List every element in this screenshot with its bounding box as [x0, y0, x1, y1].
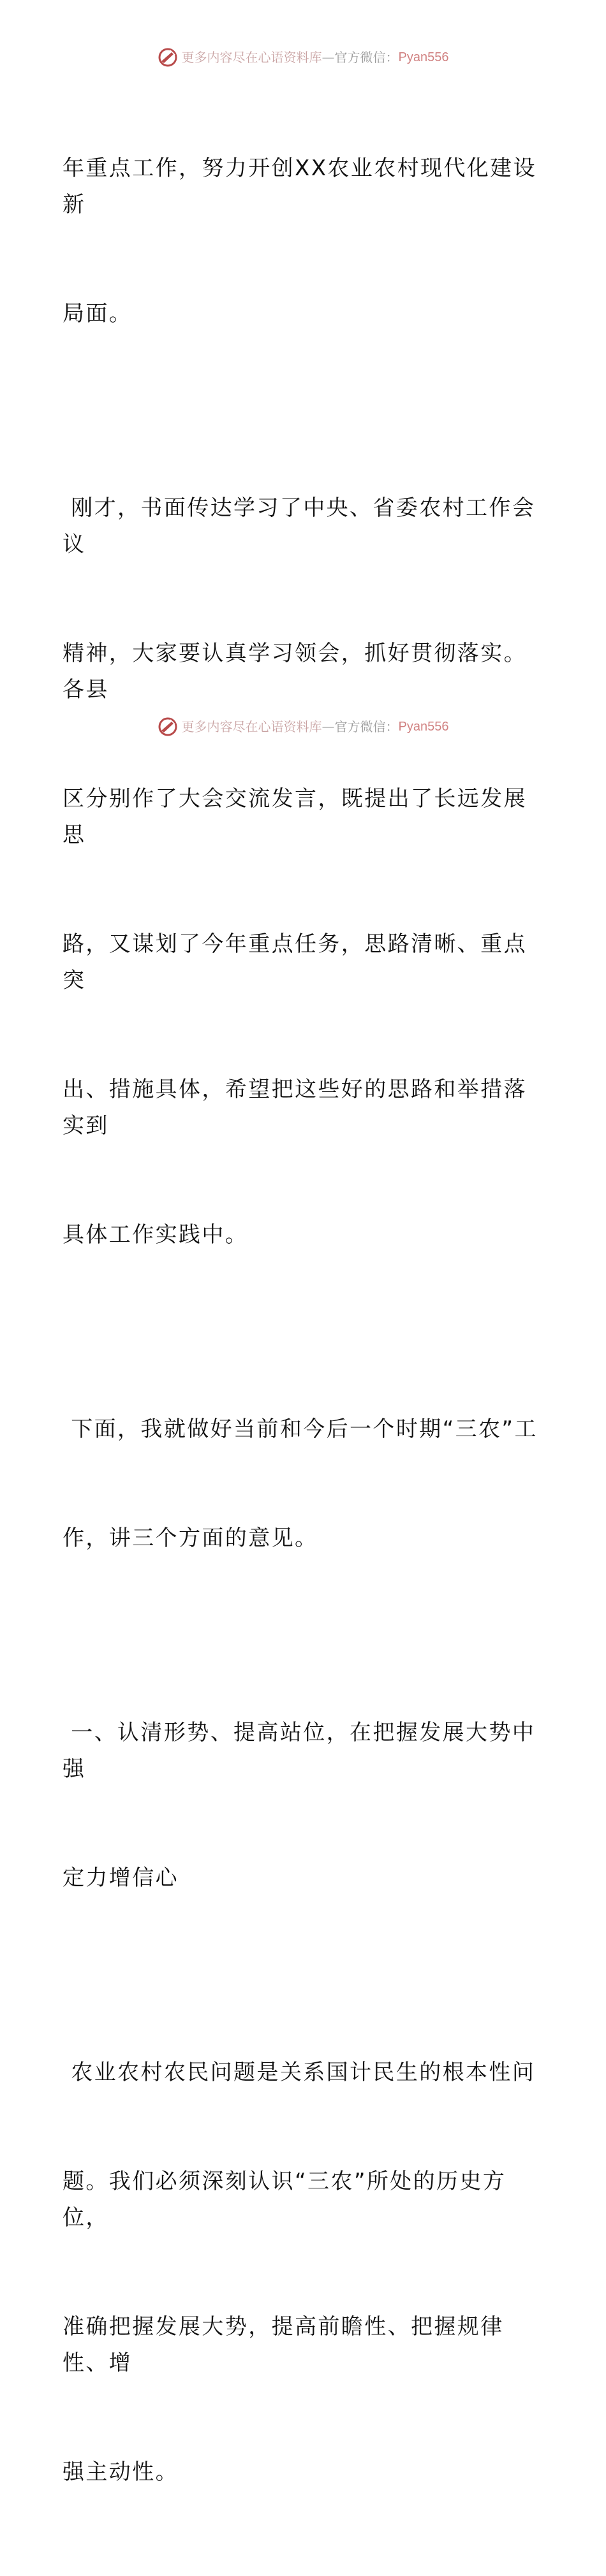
- text-line: 刚才，书面传达学习了中央、省委农村工作会议: [63, 495, 536, 557]
- text-line: 一、认清形势、提高站位，在把握发展大势中强: [63, 1720, 536, 1782]
- text-line: 精神，大家要认真学习领会，抓好贯彻落实。各县: [63, 641, 527, 702]
- text-line: 路，又谋划了今年重点任务，思路清晰、重点突: [63, 931, 527, 993]
- text-line: 出、措施具体，希望把这些好的思路和举措落实到: [63, 1077, 527, 1139]
- watermark-main-text: 更多内容尽在心语资料库: [181, 719, 322, 734]
- section-heading: [63, 1642, 542, 1969]
- text-line: 准确把握发展大势，提高前瞻性、把握规律性、增: [63, 2314, 504, 2376]
- watermark-id: Pyan556: [398, 50, 449, 64]
- text-line: 局面。: [63, 301, 133, 326]
- logo-icon: [158, 47, 178, 68]
- footer-watermark: [0, 717, 606, 737]
- paragraph: [63, 1982, 542, 2563]
- text-line: 农业农村农民问题是关系国计民生的根本性问: [63, 2060, 536, 2085]
- watermark-dash: —: [321, 50, 335, 65]
- text-line: 作，讲三个方面的意见。: [63, 1525, 318, 1551]
- header-watermark: [0, 47, 606, 68]
- text-line: 具体工作实践中。: [63, 1222, 249, 1248]
- text-line: 年重点工作，努力开创XX农业农村现代化建设新: [63, 156, 536, 217]
- watermark-id: Pyan556: [398, 720, 449, 734]
- text-line: 强主动性。: [63, 2459, 179, 2485]
- document-body: [63, 78, 542, 2576]
- text-line: 下面，我就做好当前和今后一个时期“三农”工: [63, 1416, 538, 1442]
- paragraph: [63, 1339, 542, 1629]
- paragraph: [63, 78, 542, 405]
- logo-icon: [158, 717, 178, 737]
- watermark-main-text: 更多内容尽在心语资料库: [181, 50, 322, 65]
- paragraph: [63, 418, 542, 1326]
- watermark-sub-text: 官方微信：: [334, 50, 399, 65]
- watermark-dash: —: [321, 719, 335, 734]
- text-line: 区分别作了大会交流发言，既提出了长远发展思: [63, 786, 527, 848]
- text-line: 定力增信心: [63, 1865, 179, 1891]
- watermark-sub-text: 官方微信：: [334, 719, 399, 734]
- text-line: 题。我们必须深刻认识“三农”所处的历史方位，: [63, 2169, 506, 2230]
